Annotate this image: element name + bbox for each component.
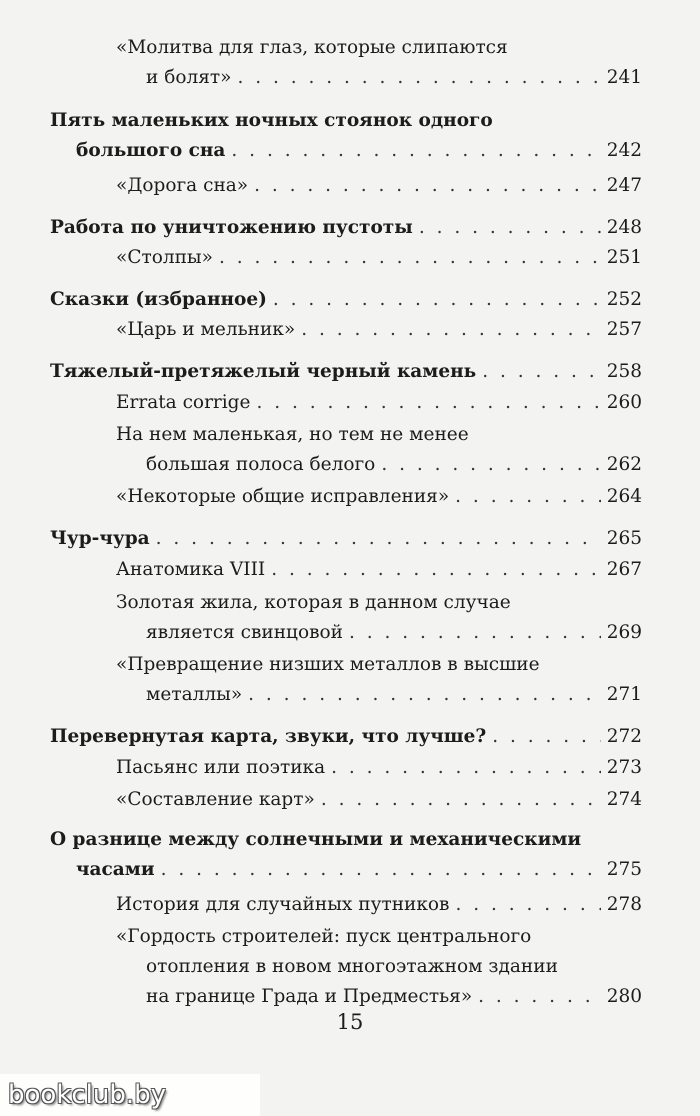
toc-page-number: 257 <box>606 319 642 340</box>
dot-leader <box>248 680 601 710</box>
toc-page-number: 275 <box>606 859 642 880</box>
toc-entry <box>50 388 642 418</box>
toc-entry-line: «Царь и мельник» <box>116 319 296 340</box>
toc-entry <box>50 890 642 920</box>
toc-page-number: 267 <box>606 559 642 580</box>
dot-leader <box>256 388 600 418</box>
toc-page-number: 273 <box>606 757 642 778</box>
toc-entry <box>50 555 642 585</box>
toc-page-number: 264 <box>606 486 642 507</box>
toc-entry <box>50 243 642 273</box>
toc-entry-line: Работа по уничтожению пустоты <box>50 217 413 238</box>
dot-leader <box>419 213 601 243</box>
toc-entry <box>50 722 642 752</box>
dot-leader <box>301 315 600 345</box>
toc-entry-line: «Столпы» <box>116 247 213 268</box>
dot-leader <box>161 855 601 885</box>
toc-entry <box>50 357 642 387</box>
toc-page-number: 272 <box>606 726 642 747</box>
toc-page-number: 247 <box>606 175 642 196</box>
toc-entry-line: Золотая жила, которая в данном случае <box>116 592 511 613</box>
toc-entry-line: О разнице между солнечными и механическими <box>50 829 582 850</box>
dot-leader <box>321 785 601 815</box>
page-number: 15 <box>336 1010 364 1034</box>
toc-page-number: 274 <box>606 789 642 810</box>
toc-entry-line: является свинцовой <box>146 622 343 643</box>
toc-page-number: 258 <box>606 361 642 382</box>
dot-leader <box>231 136 600 166</box>
toc-page-number: 260 <box>606 392 642 413</box>
dot-leader <box>273 285 601 315</box>
dot-leader <box>482 357 600 387</box>
toc-entry-line: «Составление карт» <box>116 789 315 810</box>
dot-leader <box>478 982 601 1012</box>
toc-entry-line: На нем маленькая, но тем не менее <box>116 424 469 445</box>
toc-entry <box>50 922 642 1012</box>
toc-page-number: 265 <box>606 528 642 549</box>
toc-page-number: 252 <box>606 289 642 310</box>
toc-page-number: 242 <box>606 140 642 161</box>
toc-entry <box>50 420 642 480</box>
toc-page-number: 262 <box>606 454 642 475</box>
dot-leader <box>492 722 600 752</box>
toc-entry <box>50 785 642 815</box>
toc-page-number: 271 <box>606 684 642 705</box>
toc-page-number: 251 <box>606 247 642 268</box>
toc-entry <box>50 482 642 512</box>
toc-entry <box>50 825 642 885</box>
dot-leader <box>271 555 600 585</box>
toc-page-number: 269 <box>606 622 642 643</box>
toc-entry-line: История для случайных путников <box>116 894 450 915</box>
toc-entry <box>50 106 642 166</box>
toc-entry-line: Тяжелый-претяжелый черный камень <box>50 361 477 382</box>
toc-entry-line: Чур-чура <box>50 528 150 549</box>
toc-entry <box>50 33 642 93</box>
dot-leader <box>349 618 601 648</box>
toc-entry <box>50 753 642 783</box>
watermark <box>0 1074 260 1116</box>
toc-entry <box>50 171 642 201</box>
dot-leader <box>455 890 600 920</box>
toc-entry-line: большая полоса белого <box>146 454 376 475</box>
toc-entry-line: «Превращение низших металлов в высшие <box>116 654 540 675</box>
toc-page-number: 241 <box>606 67 642 88</box>
dot-leader <box>381 450 600 480</box>
dot-leader <box>237 63 600 93</box>
toc-entry-line: на границе Града и Предместья» <box>146 986 473 1007</box>
watermark-text: bookclub.by <box>8 1080 167 1110</box>
toc-entry-line: большого сна <box>76 140 226 161</box>
toc-entry <box>50 213 642 243</box>
toc-entry-line: отопления в новом многоэтажном здании <box>146 956 558 977</box>
toc-entry <box>50 285 642 315</box>
toc-entry <box>50 650 642 710</box>
dot-leader <box>219 243 601 273</box>
toc-entry-line: «Некоторые общие исправления» <box>116 486 450 507</box>
toc-page-number: 248 <box>606 217 642 238</box>
toc-entry <box>50 315 642 345</box>
dot-leader <box>156 524 601 554</box>
toc-entry <box>50 588 642 648</box>
toc-entry-line: металлы» <box>146 684 243 705</box>
toc-entry-line: часами <box>76 859 155 880</box>
toc-page-number: 280 <box>606 986 642 1007</box>
toc-entry-line: и болят» <box>146 67 232 88</box>
toc-entry-line: Сказки (избранное) <box>50 289 267 310</box>
toc-page-number: 278 <box>606 894 642 915</box>
toc-entry-line: «Гордость строителей: пуск центрального <box>116 926 532 947</box>
toc-entry-line: Перевернутая карта, звуки, что лучше? <box>50 726 487 747</box>
toc-entry-line: «Молитва для глаз, которые слипаются <box>116 37 508 58</box>
dot-leader <box>254 171 601 201</box>
toc-entry-line: Анатомика VIII <box>116 559 266 580</box>
dot-leader <box>455 482 601 512</box>
dot-leader <box>331 753 601 783</box>
toc-entry-line: Errata corrige <box>116 392 251 413</box>
toc-entry <box>50 524 642 554</box>
toc-entry-line: Пасьянс или поэтика <box>116 757 326 778</box>
toc-entry-line: Пять маленьких ночных стоянок одного <box>50 110 493 131</box>
toc-entry-line: «Дорога сна» <box>116 175 249 196</box>
